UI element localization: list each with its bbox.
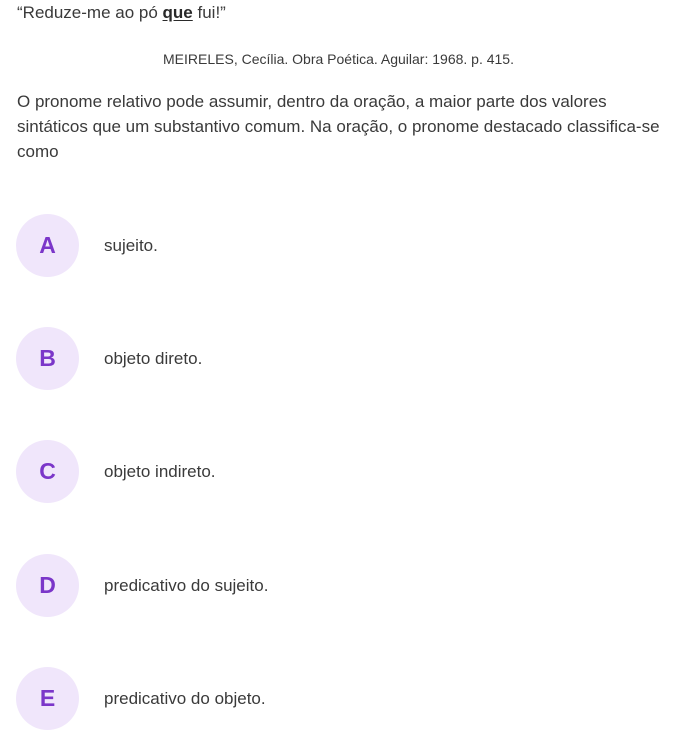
quote-highlighted-word: que [162,3,193,22]
option-c[interactable] [16,440,656,503]
option-b[interactable] [16,327,656,390]
option-letter-a: A [16,214,79,277]
option-text-d: predicativo do sujeito. [104,575,269,595]
option-a[interactable] [16,214,656,277]
option-d[interactable] [16,554,656,617]
quote-after: fui!” [192,3,226,22]
quote-text [17,2,226,24]
option-e[interactable] [16,667,656,730]
option-text-a: sujeito. [104,235,158,255]
option-text-b: objeto direto. [104,348,203,368]
citation: MEIRELES, Cecília. Obra Poética. Aguilar: 1968. p. 415. [163,51,514,67]
option-letter-b: B [16,327,79,390]
option-letter-c: C [16,440,79,503]
option-letter-e: E [16,667,79,730]
quote-before: “Reduze-me ao pó [17,3,163,22]
question-statement: O pronome relativo pode assumir, dentro da oração, a maior parte dos valores sintáticos que um substantivo comum. Na oração, o pronome destacado classifica-se como [17,92,660,161]
option-text-e: predicativo do objeto. [104,688,266,708]
option-text-c: objeto indireto. [104,461,216,481]
option-letter-d: D [16,554,79,617]
